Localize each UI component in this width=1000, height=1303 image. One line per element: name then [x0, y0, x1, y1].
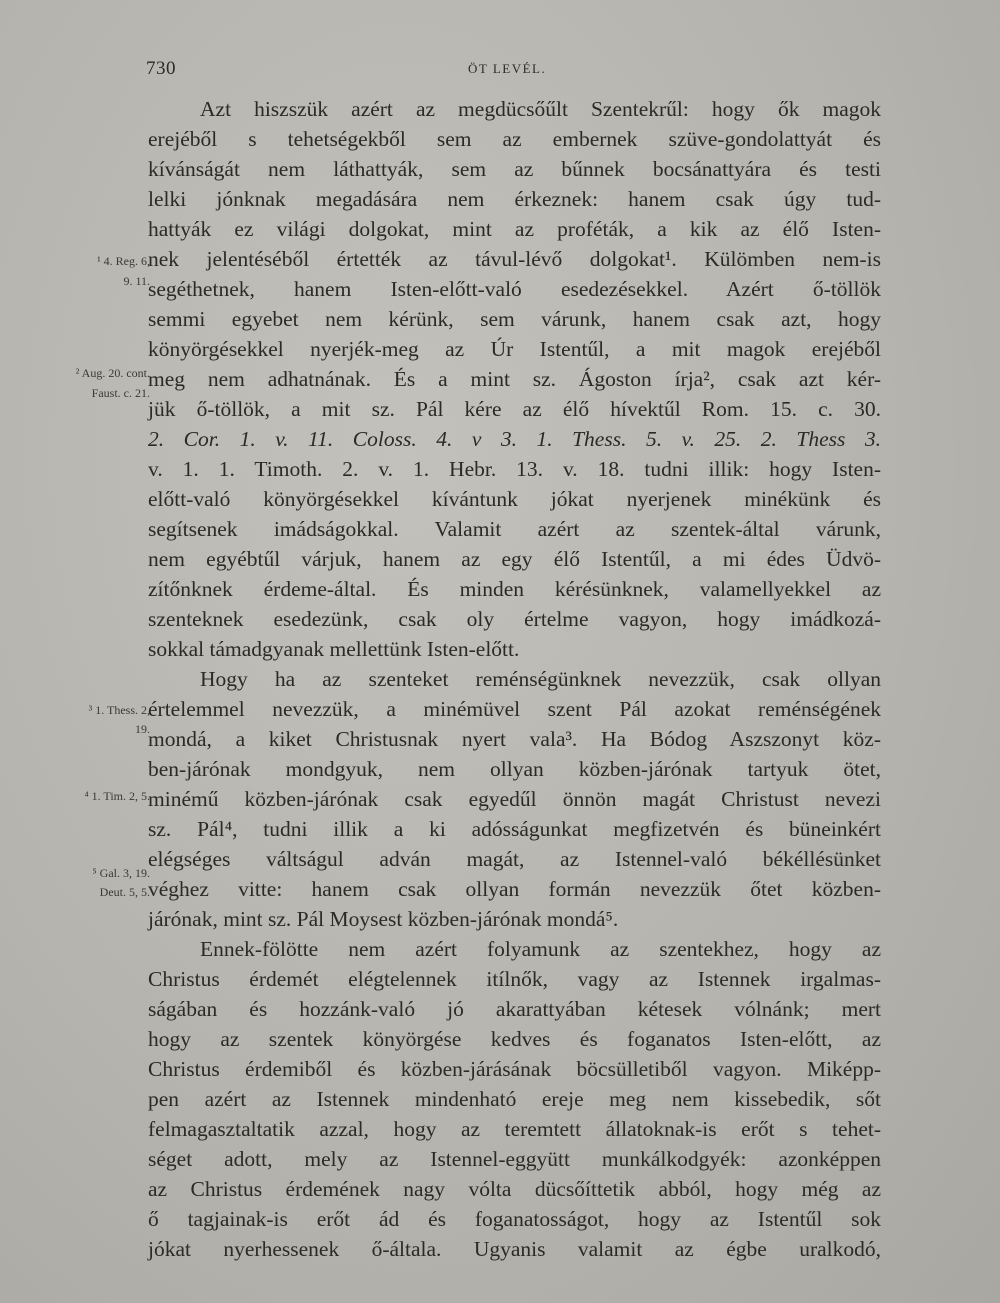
text-line: zítőnknek érdeme-által. És minden kérésünknek, valamellyekkel az [148, 577, 881, 601]
text-line: sz. Pál⁴, tudni illik a ki adósságunkat megfizetvén és büneinkért [148, 817, 881, 841]
margin-note: 9. 11. [123, 274, 150, 288]
text-line: minémű közben-járónak csak egyedűl önnön magát Christust nevezi [148, 787, 881, 811]
text-line: ben-járónak mondgyuk, nem ollyan közben-járónak tartyuk ötet, [148, 757, 881, 781]
text-line: Ennek-fölötte nem azért folyamunk az szentekhez, hogy az [200, 937, 881, 961]
text-line: véghez vitte: hanem csak ollyan formán nevezzük őtet közben- [148, 877, 881, 901]
text-line: az Christus érdemének nagy vólta dücsőíttetik abból, hogy még az [148, 1177, 881, 1201]
text-line: erejéből s tehetségekből sem az embernek szüve-gondolattyát és [148, 127, 881, 151]
margin-note: ⁴ 1. Tim. 2, 5. [84, 789, 150, 803]
text-line: hattyák ez világi dolgokat, mint az proféták, a kik az élő Isten- [148, 217, 881, 241]
text-line: Christus érdemét elégtelennek itílnők, vagy az Istennek irgalmas- [148, 967, 881, 991]
text-line: ságában és hozzánk-való jó akarattyában kétesek vólnánk; mert [148, 997, 881, 1021]
margin-note: ³ 1. Thess. 2, [88, 703, 150, 717]
text-line: kívánságát nem láthattyák, sem az bűnnek bocsánattyára és testi [148, 157, 881, 181]
text-line: könyörgésekkel nyerjék-meg az Úr Istentűl, a mit magok erejéből [148, 337, 881, 361]
text-line: sokkal támadgyanak mellettünk Isten-előtt. [148, 637, 520, 661]
text-line: v. 1. 1. Timoth. 2. v. 1. Hebr. 13. v. 18. tudni illik: hogy Isten- [148, 457, 881, 481]
text-line: nek jelentéséből értették az távul-lévő dolgokat¹. Külömben nem-is [148, 247, 881, 271]
text-line: jókat nyerhessenek ő-általa. Ugyanis valamit az égbe uralkodó, [148, 1237, 881, 1261]
text-line: jük ő-töllök, a mit sz. Pál kére az élő hívektűl Rom. 15. c. 30. [148, 397, 881, 421]
text-line: Azt hiszszük azért az megdücsőűlt Szentekrűl: hogy ők magok [200, 97, 881, 121]
text-line: meg nem adhatnának. És a mint sz. Ágoston írja², csak azt kér- [148, 367, 881, 391]
text-line: 2. Cor. 1. v. 11. Coloss. 4. v 3. 1. Thess. 5. v. 25. 2. Thess 3. [148, 427, 881, 451]
text-line: előtt-való könyörgésekkel kívántunk jókat nyerjenek minékünk és [148, 487, 881, 511]
text-line: felmagasztaltatik azzal, hogy az teremtett állatoknak-is erőt s tehet- [148, 1117, 881, 1141]
text-line: séget adott, mely az Istennel-eggyütt munkálkodgyék: azonképpen [148, 1147, 881, 1171]
text-line: értelemmel nevezzük, a minémüvel szent Pál azokat reménségének [148, 697, 881, 721]
margin-note: ² Aug. 20. cont. [75, 366, 150, 380]
margin-note: 19. [135, 722, 150, 736]
text-line: pen azért az Istennek mindenható ereje meg nem kissebedik, sőt [148, 1087, 881, 1111]
margin-note: Faust. c. 21. [91, 386, 150, 400]
text-line: hogy az szentek könyörgése kedves és foganatos Isten-előtt, az [148, 1027, 881, 1051]
text-line: ő tagjainak-is erőt ád és foganatosságot, hogy az Istentűl sok [148, 1207, 881, 1231]
text-line: lelki jónknak megadására nem érkeznek: hanem csak úgy tud- [148, 187, 881, 211]
margin-note: Deut. 5, 5. [99, 885, 150, 899]
margin-note: ⁵ Gal. 3, 19. [92, 866, 150, 880]
running-title: ÖT LEVÉL. [468, 61, 547, 76]
text-line: szenteknek esedezünk, csak oly értelme vagyon, hogy imádkozá- [148, 607, 881, 631]
page-header [0, 58, 1000, 82]
text-line: mondá, a kiket Christusnak nyert vala³. Ha Bódog Aszszonyt köz- [148, 727, 881, 751]
page-number: 730 [146, 58, 176, 79]
text-line: semmi egyebet nem kérünk, sem várunk, hanem csak azt, hogy [148, 307, 881, 331]
text-line: Hogy ha az szenteket reménségünknek nevezzük, csak ollyan [200, 667, 881, 691]
margin-note: ¹ 4. Reg. 6, [97, 254, 150, 268]
text-line: járónak, mint sz. Pál Moysest közben-járónak mondá⁵. [148, 907, 619, 931]
text-line: Christus érdemiből és közben-járásának böcsülletiből vagyon. Miképp- [148, 1057, 881, 1081]
text-line: segítsenek imádságokkal. Valamit azért az szentek-által várunk, [148, 517, 881, 541]
text-line: nem egyébtűl várjuk, hanem az egy élő Istentűl, a mi édes Üdvö- [148, 547, 881, 571]
text-line: elégséges váltságul adván magát, az Istennel-való békéllésünket [148, 847, 881, 871]
text-line: segéthetnek, hanem Isten-előtt-való esedezésekkel. Azért ő-töllök [148, 277, 881, 301]
